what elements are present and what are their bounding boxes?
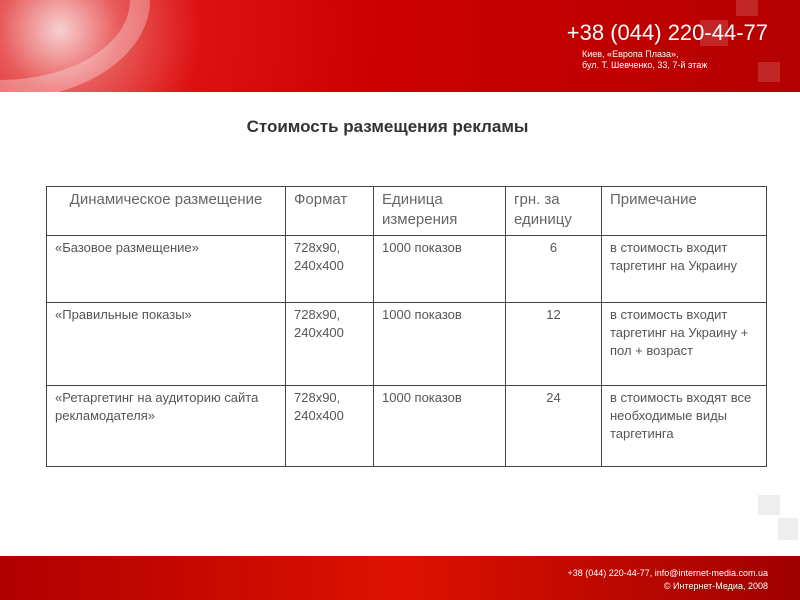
cell: «Базовое размещение» xyxy=(47,236,286,303)
cell: 728x90, 240x400 xyxy=(286,236,374,303)
table-row xyxy=(47,386,767,467)
cell: 6 xyxy=(506,236,602,303)
address-line: Киев, «Европа Плаза», xyxy=(582,49,679,59)
cell: в стоимость входит таргетинг на Украину xyxy=(602,236,767,303)
table-row xyxy=(47,236,767,303)
decorative-square xyxy=(758,495,780,515)
cell: в стоимость входят все необходимые виды таргетинга xyxy=(602,386,767,467)
table-header-row xyxy=(47,187,767,236)
cell: «Ретаргетинг на аудиторию сайта рекламодателя» xyxy=(47,386,286,467)
footer-banner xyxy=(0,556,800,600)
decorative-arc xyxy=(0,0,150,100)
table-row xyxy=(47,303,767,386)
decorative-square xyxy=(758,62,780,82)
header-banner xyxy=(0,0,800,92)
cell: 1000 показов xyxy=(374,386,506,467)
cell: в стоимость входит таргетинг на Украину + пол + возраст xyxy=(602,303,767,386)
cell: 1000 показов xyxy=(374,236,506,303)
cell: 728x90, 240x400 xyxy=(286,386,374,467)
decorative-square xyxy=(778,518,798,540)
column-header: Динамическое размещение xyxy=(47,187,286,236)
address-line: бул. Т. Шевченко, 33, 7-й этаж xyxy=(582,60,708,70)
decorative-square xyxy=(736,0,758,16)
header-address xyxy=(582,49,707,71)
column-header: Примечание xyxy=(602,187,767,236)
column-header: Единица измерения xyxy=(374,187,506,236)
pricing-table xyxy=(46,186,767,467)
footer-contacts: +38 (044) 220-44-77, info@internet-media.com.ua xyxy=(567,568,768,578)
column-header: грн. за единицу xyxy=(506,187,602,236)
header-phone: +38 (044) 220-44-77 xyxy=(566,20,768,45)
cell: 1000 показов xyxy=(374,303,506,386)
page-title: Стоимость размещения рекламы xyxy=(246,117,529,136)
cell: 728x90, 240x400 xyxy=(286,303,374,386)
cell: «Правильные показы» xyxy=(47,303,286,386)
footer-copyright: © Интернет-Медиа, 2008 xyxy=(663,581,768,591)
cell: 12 xyxy=(506,303,602,386)
cell: 24 xyxy=(506,386,602,467)
column-header: Формат xyxy=(286,187,374,236)
